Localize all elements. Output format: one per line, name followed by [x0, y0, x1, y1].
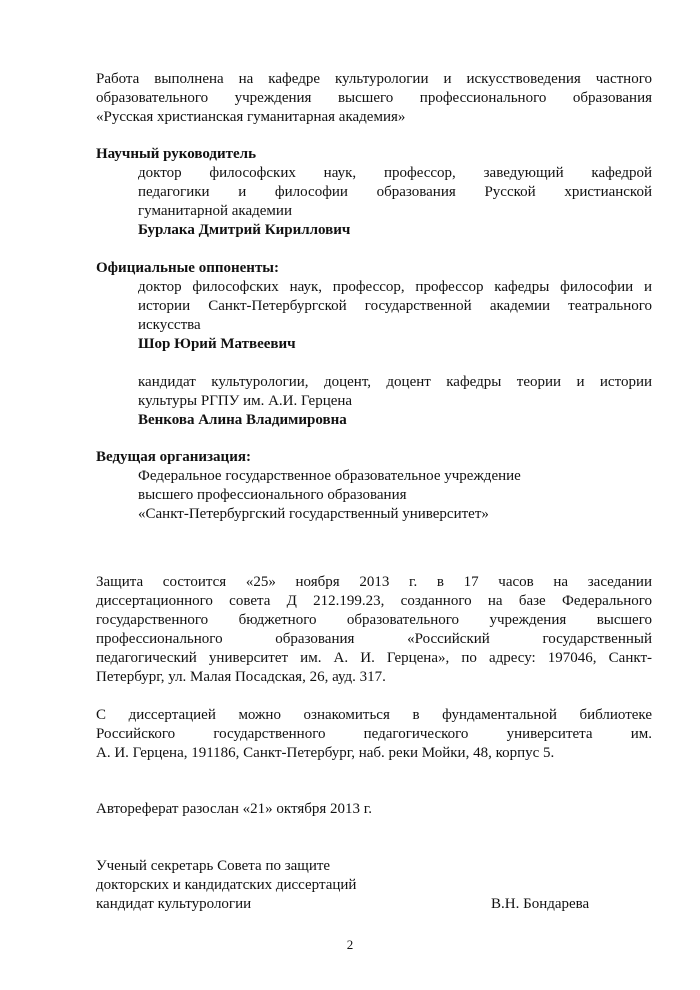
lead-org-line-1: Федеральное государственное образовательное учреждение [138, 468, 521, 484]
library-line-3: А. И. Герцена, 191186, Санкт-Петербург, наб. реки Мойки, 48, корпус 5. [96, 745, 555, 761]
supervisor-desc-line-3: гуманитарной академии [138, 203, 292, 219]
defense-line-4: профессионального образования «Российский государственный [96, 631, 652, 647]
opponent2-name: Венкова Алина Владимировна [138, 412, 347, 428]
opponent1-desc-line-3: искусства [138, 317, 201, 333]
supervisor-heading: Научный руководитель [96, 146, 256, 162]
secretary-line-2: докторских и кандидатских диссертаций [96, 877, 357, 893]
secretary-line-3: кандидат культурологии [96, 896, 252, 912]
opponent1-desc-line-1: доктор философских наук, профессор, профессор кафедры философии и [138, 279, 652, 295]
defense-line-2: диссертационного совета Д 212.199.23, созданного на базе Федерального [96, 593, 652, 609]
opponent2-desc-line-1: кандидат культурологии, доцент, доцент кафедры теории и истории [138, 374, 652, 390]
library-line-1: С диссертацией можно ознакомиться в фундаментальной библиотеке [96, 707, 652, 723]
intro-line-3: «Русская христианская гуманитарная академия» [96, 109, 406, 125]
supervisor-name: Бурлака Дмитрий Кириллович [138, 222, 351, 238]
defense-line-1: Защита состоится «25» ноября 2013 г. в 17 часов на заседании [96, 574, 652, 590]
page-number: 2 [346, 937, 354, 952]
opponent2-desc-line-2: культуры РГПУ им. А.И. Герцена [138, 393, 353, 409]
opponent1-name: Шор Юрий Матвеевич [138, 336, 296, 352]
opponent1-desc-line-2: истории Санкт-Петербургской государственной академии театрального [138, 298, 652, 314]
mailing-date: Автореферат разослан «21» октября 2013 г. [96, 801, 372, 817]
library-line-2: Российского государственного педагогического университета им. [96, 726, 652, 742]
lead-org-line-2: высшего профессионального образования [138, 487, 407, 503]
intro-line-2: образовательного учреждения высшего профессионального образования [96, 90, 652, 106]
supervisor-desc-line-1: доктор философских наук, профессор, заведующий кафедрой [138, 165, 652, 181]
secretary-line-1: Ученый секретарь Совета по защите [96, 858, 331, 874]
lead-org-heading: Ведущая организация: [96, 449, 251, 465]
defense-line-6: Петербург, ул. Малая Посадская, 26, ауд. 317. [96, 669, 386, 685]
lead-org-line-3: «Санкт-Петербургский государственный университет» [138, 506, 489, 522]
defense-line-5: педагогический университет им. А. И. Герцена», по адресу: 197046, Санкт- [96, 650, 652, 666]
defense-line-3: государственного бюджетного образовательного учреждения высшего [96, 612, 652, 628]
opponents-heading: Официальные оппоненты: [96, 260, 280, 276]
secretary-name: В.Н. Бондарева [491, 896, 590, 912]
intro-line-1: Работа выполнена на кафедре культурологии и искусствоведения частного [96, 71, 652, 87]
supervisor-desc-line-2: педагогики и философии образования Русской христианской [138, 184, 652, 200]
